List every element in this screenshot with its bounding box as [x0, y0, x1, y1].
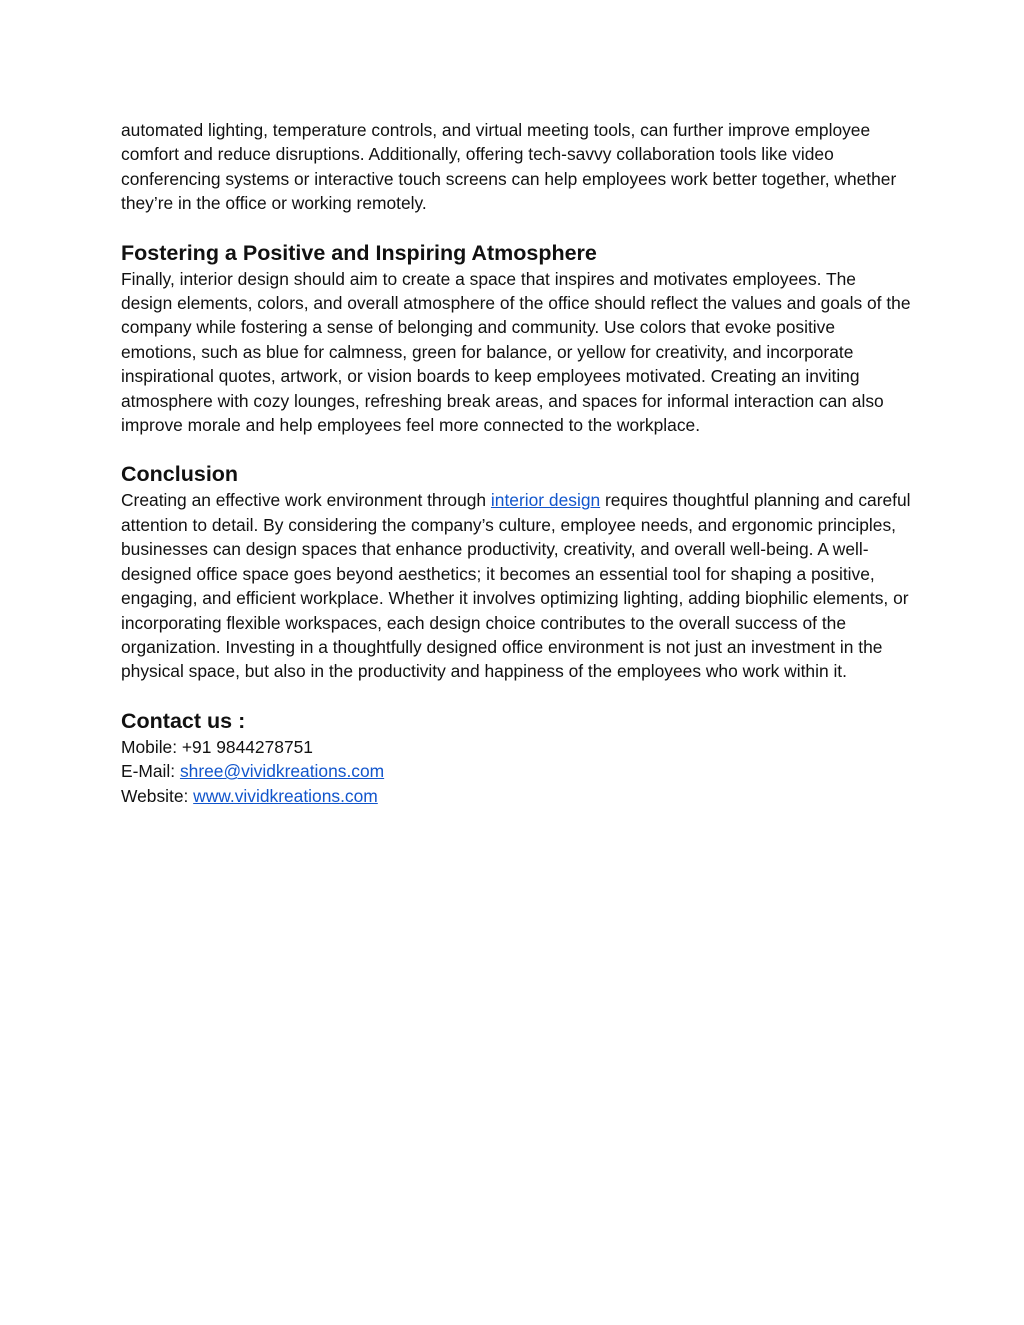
contact-website [121, 784, 911, 808]
spacer [121, 684, 911, 708]
mobile-label: Mobile: [121, 736, 182, 757]
contact-email [121, 759, 911, 783]
conclusion-text-start: Creating an effective work environment through [121, 490, 491, 511]
interior-design-link[interactable]: interior design [490, 490, 601, 511]
conclusion-text-end: requires thoughtful planning and careful attention to detail. By considering the company’s culture, employee needs, and ergonomic principles, businesses can design spaces that enhance productivity, creativity, and overall well-being. A well-designed office space goes beyond aesthetics; it becomes an essential tool for shaping a positive, engaging, and efficient workplace. Whether it involves optimizing lighting, adding biophilic elements, or incorporating flexible workspaces, each design choice contributes to the overall success of the organization. Investing in a thoughtfully designed office environment is not just an investment in the physical space, but also in the productivity and happiness of the employees who work within it. [121, 490, 911, 682]
spacer [121, 437, 911, 461]
spacer [121, 216, 911, 240]
website-link[interactable]: www.vividkreations.com [193, 785, 378, 806]
mobile-number: +91 9844278751 [181, 736, 313, 757]
conclusion-paragraph [121, 488, 911, 683]
email-link[interactable]: shree@vividkreations.com [179, 761, 385, 782]
atmosphere-paragraph: Finally, interior design should aim to create a space that inspires and motivates employees. The design elements, colors, and overall atmosphere of the office should reflect the values and goals of the company while fostering a sense of belonging and community. Use colors that evoke positive emotions, such as blue for calmness, green for balance, or yellow for creativity, and incorporate inspirational quotes, artwork, or vision boards to keep employees motivated. Creating an inviting atmosphere with cozy lounges, refreshing break areas, and spaces for informal interaction can also improve morale and help employees feel more connected to the workplace. [121, 268, 911, 436]
atmosphere-heading: Fostering a Positive and Inspiring Atmosphere [121, 240, 597, 265]
conclusion-heading: Conclusion [121, 462, 239, 487]
contact-mobile [121, 735, 911, 759]
intro-paragraph: automated lighting, temperature controls, and virtual meeting tools, can further improve employee comfort and reduce disruptions. Additionally, offering tech-savvy collaboration tools like video conferencing systems or interactive touch screens can help employees work better together, whether they’re in the office or working remotely. [121, 120, 897, 214]
document-page [121, 118, 911, 808]
website-label: Website: [121, 785, 194, 806]
contact-heading: Contact us : [121, 708, 246, 733]
email-label: E-Mail: [121, 761, 180, 782]
